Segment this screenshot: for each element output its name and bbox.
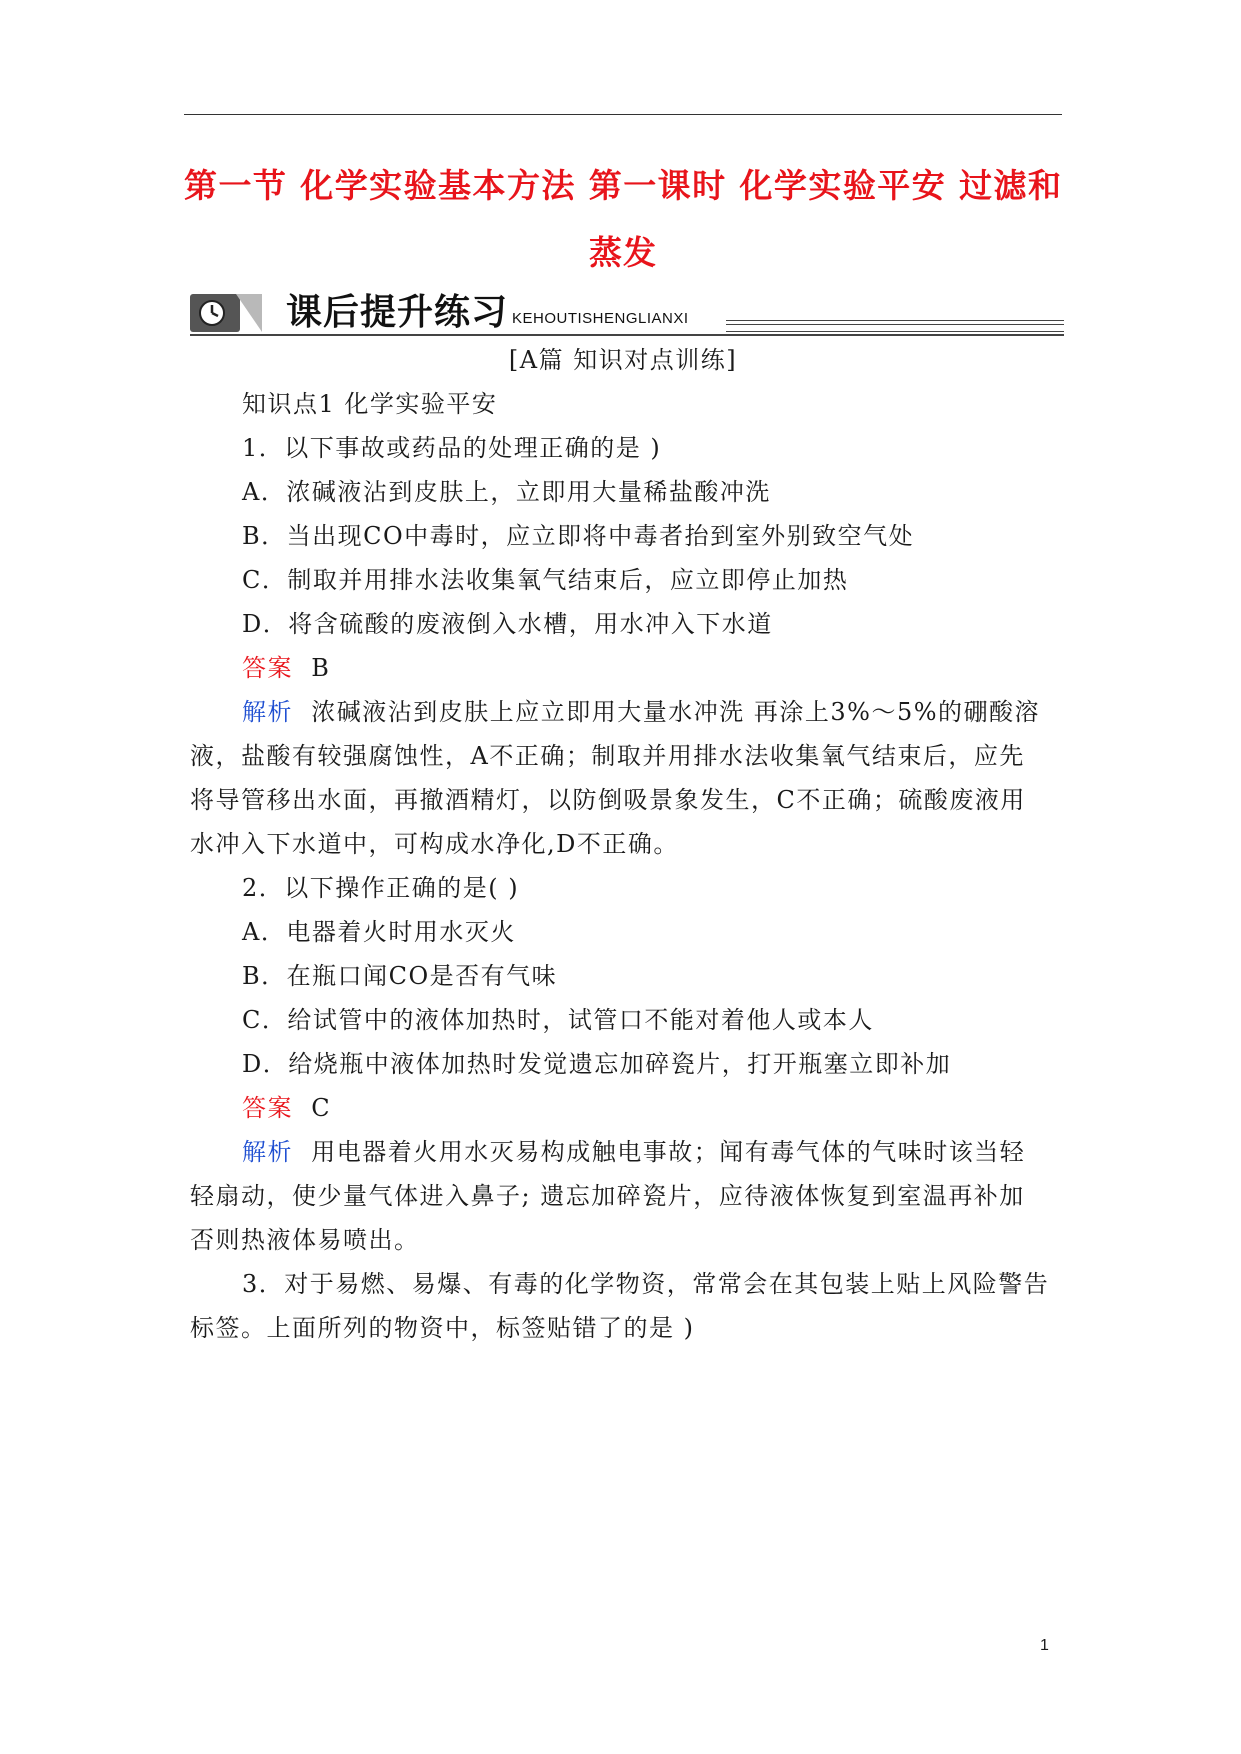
question-2-option-b: B．在瓶口闻CO是否有气味	[242, 962, 558, 990]
answer-label: 答案	[242, 1094, 293, 1122]
question-1-stem: 1．以下事故或药品的处理正确的是 )	[242, 434, 662, 462]
page-title-line-1: 第一节 化学实验基本方法 第一课时 化学实验平安 过滤和	[184, 166, 1062, 205]
question-1-analysis-line-4: 水冲入下水道中，可构成水净化,D不正确。	[190, 830, 679, 858]
question-1-option-a: A．浓碱液沾到皮肤上，立即用大量稀盐酸冲洗	[242, 478, 771, 506]
analysis-text: 浓碱液沾到皮肤上应立即用大量水冲洗 再涂上3%～5%的硼酸溶	[311, 698, 1041, 726]
question-1-option-b: B．当出现CO中毒时，应立即将中毒者抬到室外别致空气处	[242, 522, 915, 550]
answer-value: C	[311, 1094, 332, 1122]
answer-value: B	[311, 654, 331, 682]
answer-label: 答案	[242, 654, 293, 682]
question-2-analysis-line-1	[242, 1136, 1070, 1168]
question-2-option-d: D．给烧瓶中液体加热时发觉遗忘加碎瓷片，打开瓶塞立即补加	[242, 1050, 952, 1078]
question-1-analysis-line-2: 液，盐酸有较强腐蚀性，A不正确；制取并用排水法收集氧气结束后，应先	[190, 742, 1025, 770]
header-rule	[184, 114, 1062, 115]
question-2-stem: 2．以下操作正确的是( )	[242, 874, 520, 902]
page-number: 1	[1040, 1637, 1049, 1654]
question-2-answer	[242, 1092, 1070, 1124]
analysis-text: 用电器着火用水灭易构成触电事故；闻有毒气体的气味时该当轻	[311, 1138, 1026, 1166]
page-title-line-2: 蒸发	[589, 233, 657, 272]
banner-decoration	[236, 294, 262, 332]
banner-lines	[726, 320, 1064, 332]
clock-icon	[190, 294, 240, 332]
question-1-answer	[242, 652, 1070, 684]
question-3-stem-line-2: 标签。上面所列的物资中，标签贴错了的是 )	[190, 1314, 695, 1342]
question-3-stem-line-1: 3．对于易燃、易爆、有毒的化学物资，常常会在其包装上贴上风险警告	[242, 1270, 1050, 1298]
banner-subtitle: KEHOUTISHENGLIANXI	[512, 310, 689, 327]
question-2-option-a: A．电器着火时用水灭火	[242, 918, 516, 946]
question-1-analysis-line-3: 将导管移出水面，再撤酒精灯，以防倒吸景象发生，C不正确；硫酸废液用	[190, 786, 1026, 814]
section-banner	[190, 290, 1064, 338]
question-1-analysis-line-1	[242, 696, 1070, 728]
banner-underline	[190, 334, 1064, 336]
analysis-label: 解析	[242, 1138, 293, 1166]
section-heading: [A篇 知识对点训练]	[508, 346, 738, 374]
analysis-label: 解析	[242, 698, 293, 726]
question-2-option-c: C．给试管中的液体加热时，试管口不能对着他人或本人	[242, 1006, 874, 1034]
question-1-option-d: D．将含硫酸的废液倒入水槽，用水冲入下水道	[242, 610, 773, 638]
topic-heading: 知识点1 化学实验平安	[242, 390, 498, 418]
question-2-analysis-line-2: 轻扇动，使少量气体进入鼻子; 遗忘加碎瓷片，应待液体恢复到室温再补加	[190, 1182, 1025, 1210]
banner-title: 课后提升练习	[286, 292, 509, 333]
question-2-analysis-line-3: 否则热液体易喷出。	[190, 1226, 420, 1254]
question-1-option-c: C．制取并用排水法收集氧气结束后，应立即停止加热	[242, 566, 849, 594]
